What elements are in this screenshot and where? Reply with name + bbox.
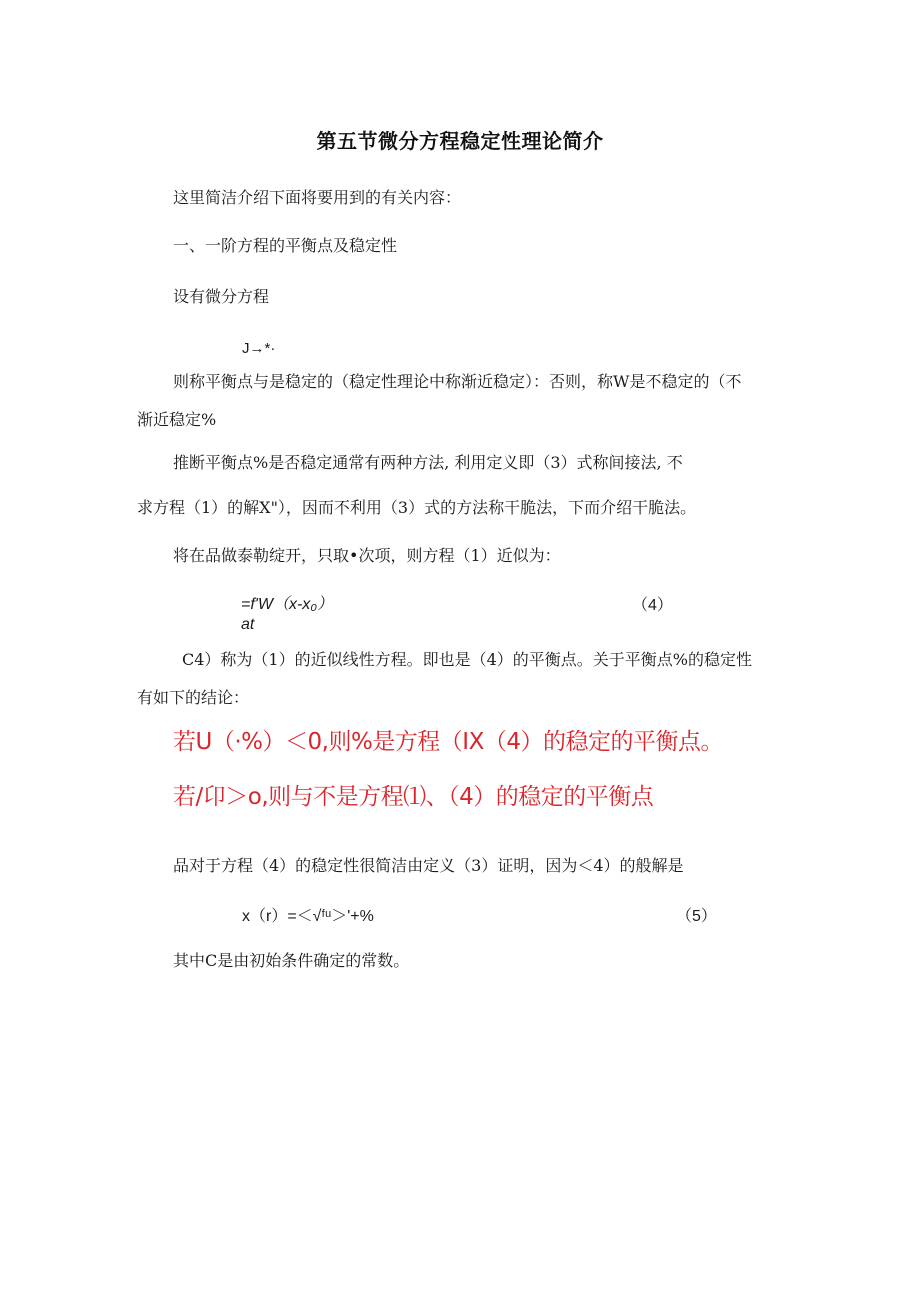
unstable-conclusion: 若/卬＞o,则与不是方程⑴、（4）的稳定的平衡点 <box>173 784 654 810</box>
equation-4-bottom: at <box>241 616 255 633</box>
judgement-line2: 求方程（1）的解X"），因而不利用（3）式的方法称干脆法，下而介绍干脆法。 <box>137 498 697 517</box>
equation-5-number: （5） <box>676 908 717 925</box>
constant-explanation: 其中C是由初始条件确定的常数。 <box>173 951 410 970</box>
linear-equation-line1: C4）称为（1）的近似线性方程。即也是（4）的平衡点。关于平衡点%的稳定性 <box>182 650 752 669</box>
stability-definition-line2: 渐近稳定% <box>137 410 217 429</box>
equation-intro: 设有微分方程 <box>173 287 270 306</box>
stability-definition-line1: 则称平衡点与是稳定的（稳定性理论中称渐近稳定）：否则，称W是不稳定的（不 <box>173 372 742 391</box>
equation-4-top: =f'W（x-x₀） <box>241 596 334 613</box>
equation-3: J→*· <box>242 340 276 357</box>
proof-text: 品对于方程（4）的稳定性很简洁由定义（3）证明，因为＜4）的般解是 <box>173 856 684 875</box>
page-title: 第五节微分方程稳定性理论简介 <box>316 129 604 153</box>
taylor-expansion-text: 将在品做泰勒绽开，只取•次项，则方程（1）近似为： <box>173 546 561 565</box>
linear-equation-line2: 有如下的结论： <box>137 688 250 707</box>
stable-conclusion: 若U（·%）＜0,则%是方程（IX（4）的稳定的平衡点。 <box>173 729 723 755</box>
equation-4-number: （4） <box>632 597 673 614</box>
equation-5: x（r）=＜√ᶠᵘ＞'+% <box>242 908 374 925</box>
intro-text: 这里简洁介绍下面将要用到的有关内容： <box>173 188 462 207</box>
judgement-line1: 推断平衡点%是否稳定通常有两种方法, 利用定义即（3）式称间接法, 不 <box>173 453 683 472</box>
section-heading: 一、一阶方程的平衡点及稳定性 <box>173 236 398 255</box>
